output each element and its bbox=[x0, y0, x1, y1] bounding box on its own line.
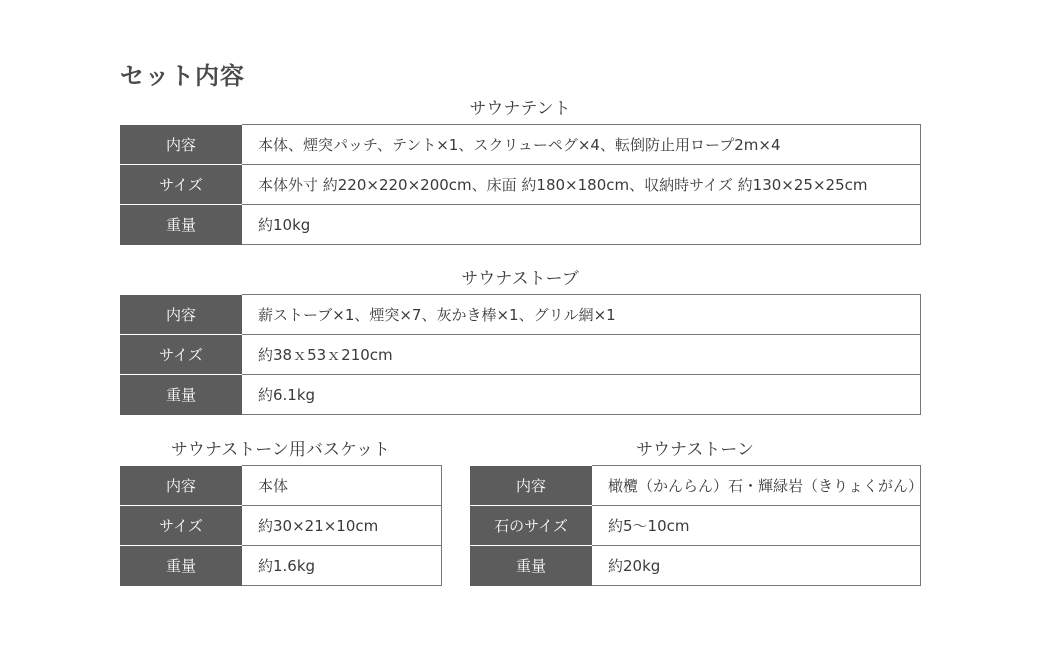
section-title-stone-basket: サウナストーン用バスケット bbox=[170, 440, 391, 460]
table-row bbox=[120, 165, 921, 205]
row-header: 内容 bbox=[120, 295, 242, 335]
section-title-sauna-stone: サウナストーン bbox=[636, 440, 754, 460]
row-header: 重量 bbox=[470, 546, 592, 586]
table-row bbox=[120, 125, 921, 165]
spec-table-sauna-stove bbox=[120, 294, 921, 415]
table-row bbox=[120, 466, 442, 506]
table-row bbox=[120, 295, 921, 335]
table-row bbox=[120, 335, 921, 375]
row-header: 内容 bbox=[470, 466, 592, 506]
page-title: セット内容 bbox=[120, 62, 245, 90]
row-header: 重量 bbox=[120, 375, 242, 415]
row-value: 約5〜10cm bbox=[592, 506, 921, 546]
row-value: 橄欖（かんらん）石・輝緑岩（きりょくがん） bbox=[592, 466, 921, 506]
section-title-sauna-tent: サウナテント bbox=[469, 99, 571, 119]
row-value: 本体、煙突パッチ、テント×1、スクリューペグ×4、転倒防止用ロープ2m×4 bbox=[242, 125, 921, 165]
row-value: 約6.1kg bbox=[242, 375, 921, 415]
table-row bbox=[470, 506, 921, 546]
row-value: 約10kg bbox=[242, 205, 921, 245]
table-row bbox=[120, 205, 921, 245]
row-value: 本体外寸 約220×220×200cm、床面 約180×180cm、収納時サイズ 約130×25×25cm bbox=[242, 165, 921, 205]
section-title-sauna-stove: サウナストーブ bbox=[461, 269, 579, 289]
table-row bbox=[120, 546, 442, 586]
table-row bbox=[470, 466, 921, 506]
row-header: 重量 bbox=[120, 546, 242, 586]
table-row bbox=[470, 546, 921, 586]
table-row bbox=[120, 375, 921, 415]
spec-table-stone-basket bbox=[120, 465, 442, 586]
row-value: 約20kg bbox=[592, 546, 921, 586]
row-header: 内容 bbox=[120, 466, 242, 506]
row-value: 本体 bbox=[242, 466, 442, 506]
table-row bbox=[120, 506, 442, 546]
row-value: 約30×21×10cm bbox=[242, 506, 442, 546]
row-header: サイズ bbox=[120, 165, 242, 205]
row-header: サイズ bbox=[120, 335, 242, 375]
row-value: 約1.6kg bbox=[242, 546, 442, 586]
row-header: 重量 bbox=[120, 205, 242, 245]
spec-table-sauna-tent bbox=[120, 124, 921, 245]
spec-table-sauna-stone bbox=[470, 465, 924, 586]
row-header: サイズ bbox=[120, 506, 242, 546]
row-header: 石のサイズ bbox=[470, 506, 592, 546]
row-header: 内容 bbox=[120, 125, 242, 165]
row-value: 薪ストーブ×1、煙突×7、灰かき棒×1、グリル網×1 bbox=[242, 295, 921, 335]
row-value: 約38ｘ53ｘ210cm bbox=[242, 335, 921, 375]
